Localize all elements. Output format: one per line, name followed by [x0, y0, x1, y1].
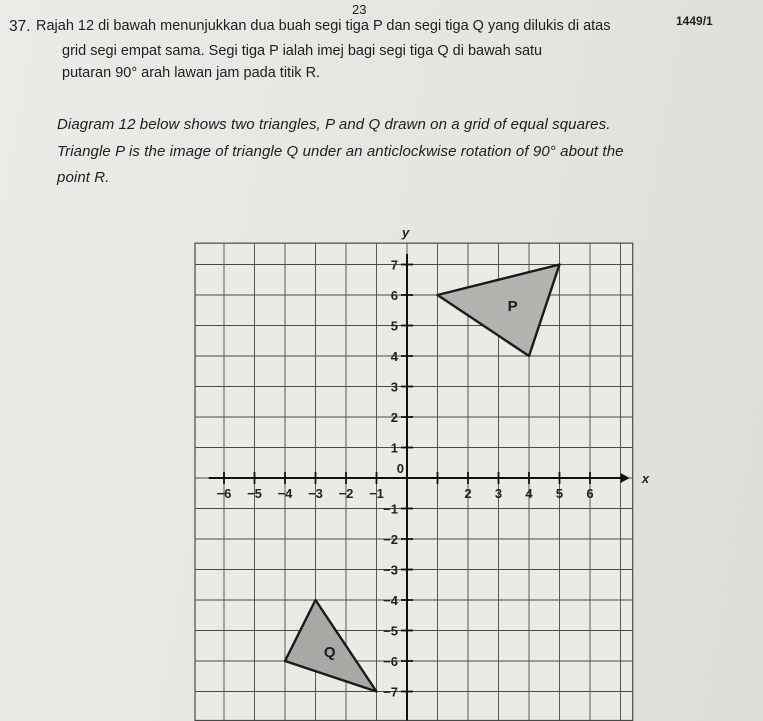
x-tick-label: −1 [369, 486, 384, 501]
diagram-12-grid [195, 225, 650, 721]
question-number: 37. [9, 18, 31, 35]
x-tick-label: 3 [494, 486, 503, 501]
x-axis-label: x [641, 471, 650, 486]
english-text-line-1: Diagram 12 below shows two triangles, P and Q drawn on a grid of equal squares. [57, 116, 611, 133]
english-text-line-2: Triangle P is the image of triangle Q under an anticlockwise rotation of 90° about the [57, 143, 624, 160]
y-tick-label: 2 [390, 410, 398, 425]
grid-frame [195, 243, 633, 720]
y-tick-label: 4 [390, 349, 398, 364]
y-tick-label: −4 [383, 593, 398, 608]
y-tick-label: −7 [383, 684, 398, 700]
y-tick-label: 5 [390, 318, 398, 334]
x-tick-label: 2 [464, 486, 472, 501]
x-tick-label: −2 [338, 486, 354, 501]
malay-text-line-3: putaran 90° arah lawan jam pada titik R. [62, 65, 321, 81]
english-text-line-3: point R. [57, 169, 110, 186]
malay-text-line-2: grid segi empat sama. Segi tiga P ialah imej bagi segi tiga Q di bawah satu [62, 43, 543, 59]
origin-label: 0 [396, 461, 404, 476]
x-tick-label: 6 [586, 486, 594, 501]
x-tick-label: 5 [555, 486, 564, 501]
x-tick-label: −4 [277, 486, 293, 501]
x-tick-label: −5 [247, 486, 262, 501]
y-tick-label: 6 [390, 288, 398, 303]
y-tick-label: 7 [390, 257, 398, 273]
y-tick-label: 1 [390, 440, 398, 456]
x-tick-label: −3 [308, 486, 323, 501]
y-tick-label: −6 [383, 654, 398, 669]
triangle-p-label: P [507, 298, 518, 316]
malay-text-line-1: Rajah 12 di bawah menunjukkan dua buah segi tiga P dan segi tiga Q yang dilukis di atas [36, 18, 611, 34]
y-tick-label: −1 [383, 501, 398, 517]
y-tick-label: 3 [390, 379, 398, 395]
y-tick-label: −3 [383, 562, 398, 578]
x-tick-label: −6 [216, 486, 232, 501]
paper-code: 1449/1 [676, 14, 713, 28]
y-tick-label: −5 [383, 623, 398, 639]
y-axis-label: y [402, 225, 410, 241]
triangle-q-label: Q [323, 643, 336, 661]
y-tick-label: −2 [383, 532, 398, 547]
page-number: 23 [352, 2, 367, 17]
x-tick-label: 4 [525, 486, 533, 501]
